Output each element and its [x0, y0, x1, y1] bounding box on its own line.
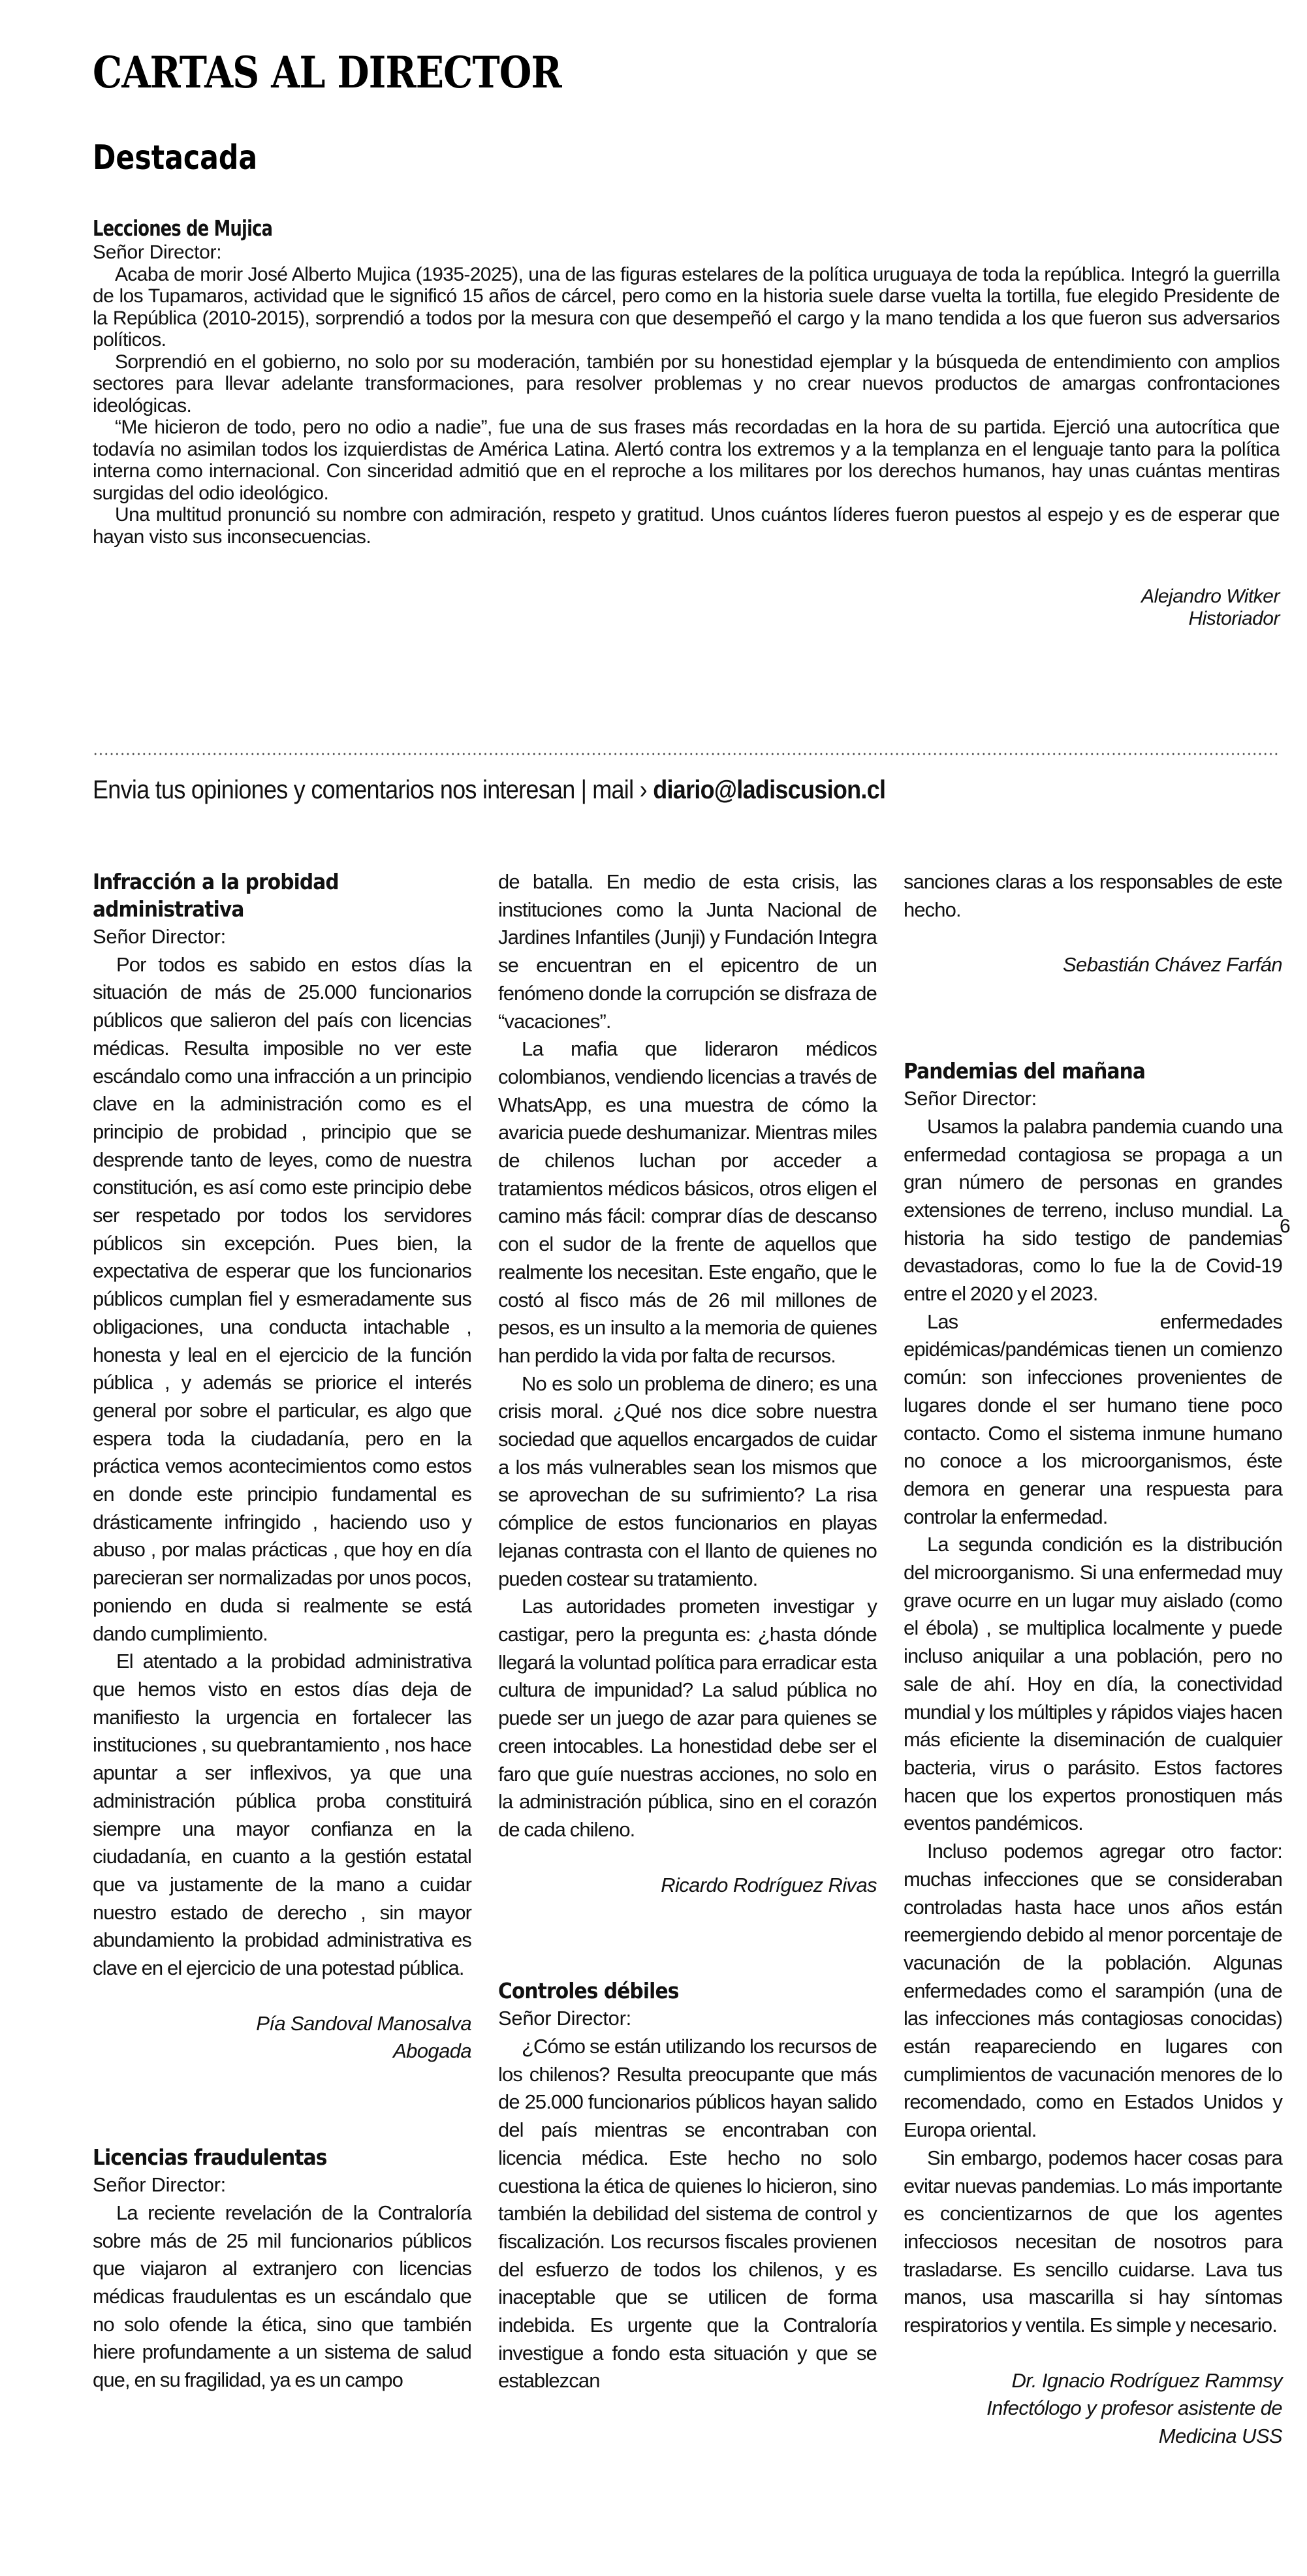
signature-role: Infectólogo y profesor asistente de Medicina USS — [986, 2396, 1282, 2448]
signature-name: Sebastián Chávez Farfán — [1062, 953, 1282, 977]
salutation: Señor Director: — [93, 925, 226, 948]
column-2 — [498, 868, 877, 2395]
section-title: CARTAS AL DIRECTOR — [93, 47, 561, 98]
salutation: Señor Director: — [498, 2007, 631, 2030]
letter-title: Lecciones de Mujica — [93, 215, 273, 241]
separator: | — [580, 776, 587, 804]
contact-prompt: Envia tus opiniones y comentarios nos interesan — [93, 776, 575, 804]
paragraph: “Me hicieron de todo, pero no odio a nadie”, fue una de sus frases más recordadas en la hora de su partida. Ejerció una autocrítica que todavía no asimilan todos los izquierdistas de América Latina. Alertó contra los extremos y a la templanza en el lenguaje tanto para la política interna como internacional. Con sinceridad admitió que en el reproche a los militares por los derechos humanos, hay unas cuántas mentiras surgidas del odio ideológico. — [93, 416, 1280, 504]
letter-title: Pandemias del mañana — [904, 1058, 1146, 1084]
signature-name: Dr. Ignacio Rodríguez Rammsy — [1011, 2368, 1282, 2392]
contact-banner — [93, 776, 885, 805]
signature-role: Abogada — [393, 2039, 471, 2063]
letter-licencias — [93, 2144, 471, 2395]
paragraph: Las enfermedades epidémicas/pandémicas tienen un comienzo común: son infecciones provenientes de lugares donde el ser humano tiene poco contacto. Como el sistema inmune humano no conoce a los microorganismos, éste demora en generar una respuesta para controlar la enfermedad. — [904, 1310, 1282, 1528]
mail-label: mail › — [592, 776, 647, 804]
signature — [93, 2010, 471, 2066]
paragraph: ¿Cómo se están utilizando los recursos de los chilenos? Resulta preocupante que más de 25.000 funcionarios públicos hayan salido del país mientras se encontraban con licencia médica. Este hecho no solo cuestiona la ética de quienes lo hicieron, sino también la debilidad del sistema de control y fiscalización. Los recursos fiscales provienen del esfuerzo de todos los chilenos, y es inaceptable que se utilicen de forma indebida. Es urgente que la Contraloría investigue a fondo esta situación y que se establezcan — [498, 2035, 877, 2393]
letter-controles-continued — [904, 868, 1282, 979]
featured-letter — [93, 215, 1280, 630]
subsection-title: Destacada — [93, 138, 258, 178]
paragraph: sanciones claras a los responsables de este hecho. — [904, 870, 1282, 921]
letter-title: Controles débiles — [498, 1978, 679, 2004]
signature-name: Ricardo Rodríguez Rivas — [661, 1873, 877, 1896]
paragraph: La segunda condición es la distribución del microorganismo. Si una enfermedad muy grave ocurre en un lugar muy aislado (como el ébola) , se multiplica localmente y puede incluso aniquilar a una población, pero no sale de ahí. Hoy en día, la conectividad mundial y los múltiples y rápidos viajes hacen más eficiente la diseminación de cualquier bacteria, virus o parásito. Estos factores hacen que los expertos pronostiquen más eventos pandémicos. — [904, 1533, 1282, 1835]
letter-title: Infracción a la probidad administrativa — [93, 869, 339, 922]
signature-name: Alejandro Witker — [1141, 586, 1280, 607]
salutation: Señor Director: — [93, 2173, 226, 2197]
signature — [93, 586, 1280, 630]
letter-controles — [498, 1977, 877, 2395]
signature-name: Pía Sandoval Manosalva — [256, 2011, 471, 2035]
dotted-divider — [93, 752, 1280, 756]
paragraph: Sin embargo, podemos hacer cosas para evitar nuevas pandemias. Lo más importante es concientizarnos de que los agentes infecciosos necesitan de nosotros para trasladarse. Es sencillo cuidarse. Lava tus manos, usa mascarilla si hay síntomas respiratorios y ventila. Es simple y necesario. — [904, 2146, 1282, 2337]
letter-infraccion — [93, 868, 471, 2066]
paragraph: de batalla. En medio de esta crisis, las instituciones como la Junta Nacional de Jardines Infantiles (Junji) y Fundación Integra se encuentran en el epicentro de un fenómeno donde la corrupción se disfraza de “vacaciones”. — [498, 870, 877, 1033]
salutation: Señor Director: — [904, 1087, 1037, 1110]
letter-licencias-continued — [498, 868, 877, 1899]
paragraph: No es solo un problema de dinero; es una crisis moral. ¿Qué nos dice sobre nuestra sociedad que aquellos encargados de cuidar a los más vulnerables sean los mismos que se aprovechan de su sufrimiento? La risa cómplice de estos funcionarios en playas lejanas contrasta con el llanto de quienes no pueden costear su tratamiento. — [498, 1372, 877, 1590]
paragraph: Sorprendió en el gobierno, no solo por su moderación, también por su honestidad ejemplar y la búsqueda de entendimiento con amplios sectores para llevar adelante transformaciones, para resolver problemas y no crear nuevos productos de amargas confrontaciones ideológicas. — [93, 351, 1280, 416]
paragraph: Incluso podemos agregar otro factor: muchas infecciones que se consideraban controladas hasta hace unos años están reemergiendo debido al menor porcentaje de vacunación de la población. Algunas enfermedades como el sarampión (una de las infecciones más contagiosas conocidas) están reapareciendo en lugares con cumplimientos de vacunación menores de lo recomendado, como en Estados Unidos y Europa oriental. — [904, 1840, 1282, 2142]
paragraph: Usamos la palabra pandemia cuando una enfermedad contagiosa se propaga a un gran número de personas en grandes extensiones de terreno, incluso mundial. La historia ha sido testigo de pandemias devastadoras, como lo fue la de Covid-19 entre el 2020 y el 2023. — [904, 1114, 1282, 1306]
signature-role: Historiador — [1188, 608, 1280, 629]
letter-title: Licencias fraudulentas — [93, 2144, 327, 2171]
paragraph: El atentado a la probidad administrativa que hemos visto en estos días deja de manifiesto la urgencia en fortalecer las instituciones , su quebrantamiento , nos hace apuntar a ser inflexivos, ya que una administración pública proba constituirá siempre una mayor confianza en la ciudadanía, en cuanto a la gestión estatal que va justamente de la mano a cuidar nuestro estado de derecho , sin mayor abundamiento la probidad administrativa es clave en el ejercicio de una potestad pública. — [93, 1650, 471, 1980]
letter-pandemias — [904, 1058, 1282, 2451]
paragraph: La mafia que lideraron médicos colombianos, vendiendo licencias a través de WhatsApp, es una muestra de cómo la avaricia puede deshumanizar. Mientras miles de chilenos luchan por acceder a tratamientos médicos básicos, otros eligen el camino más fácil: comprar días de descanso con el sudor de la frente de aquellos que realmente los necesitan. Este engaño, que le costó al fisco más de 26 mil millones de pesos, es un insulto a la memoria de quienes han perdido la vida por falta de recursos. — [498, 1037, 877, 1367]
signature — [498, 1872, 877, 1900]
salutation: Señor Director: — [93, 242, 222, 263]
page-number: 6 — [1280, 1216, 1291, 1237]
signature — [904, 951, 1282, 979]
column-1 — [93, 868, 471, 2395]
paragraph: Las autoridades prometen investigar y castigar, pero la pregunta es: ¿hasta dónde llegará la voluntad política para erradicar esta cultura de impunidad? La salud pública no puede ser un juego de azar para quienes se creen intocables. La honestidad debe ser el faro que guíe nuestras acciones, no solo en la administración pública, sino en el corazón de cada chileno. — [498, 1595, 877, 1841]
paragraph: Acaba de morir José Alberto Mujica (1935-2025), una de las figuras estelares de la política uruguaya de toda la república. Integró la guerrilla de los Tupamaros, actividad que le significó 15 años de cárcel, pero como en la historia suele darse vuelta la tortilla, fue elegido Presidente de la República (2010-2015), sorprendió a todos por la mesura con que desempeñó el cargo y la mano tendida a los que fueron sus adversarios políticos. — [93, 263, 1280, 351]
paragraph: Por todos es sabido en estos días la situación de más de 25.000 funcionarios públicos que salieron del país con licencias médicas. Resulta imposible no ver este escándalo como una infracción a un principio clave en la administración como es el principio de probidad , principio que se desprende tanto de leyes, como de nuestra constitución, es así como este principio debe ser respetado por todos los servidores públicos sin excepción. Pues bien, la expectativa de esperar que los funcionarios públicos cumplan fiel y esmeradamente sus obligaciones, una conducta intachable , honesta y leal en el ejercicio de la función pública , y además se priorice el interés general por sobre el particular, es algo que espera toda la ciudadanía, pero en la práctica vemos acontecimientos como estos en donde este principio fundamental es drásticamente infringido , haciendo uso y abuso , por malas prácticas , que hoy en día parecieran ser normalizadas por unos pocos, poniendo en duda si realmente se está dando cumplimiento. — [93, 952, 471, 1645]
paragraph: Una multitud pronunció su nombre con admiración, respeto y gratitud. Unos cuántos líderes fueron puestos al espejo y es de esperar que hayan visto sus inconsecuencias. — [93, 504, 1280, 548]
column-3 — [904, 868, 1282, 2451]
paragraph: La reciente revelación de la Contraloría sobre más de 25 mil funcionarios públicos que viajaron al extranjero con licencias médicas fraudulentas es un escándalo que no solo ofende la ética, sino que también hiere profundamente a un sistema de salud que, en su fragilidad, ya es un campo — [93, 2201, 471, 2392]
email-link[interactable]: diario@ladiscusion.cl — [653, 776, 886, 804]
signature — [904, 2367, 1282, 2451]
